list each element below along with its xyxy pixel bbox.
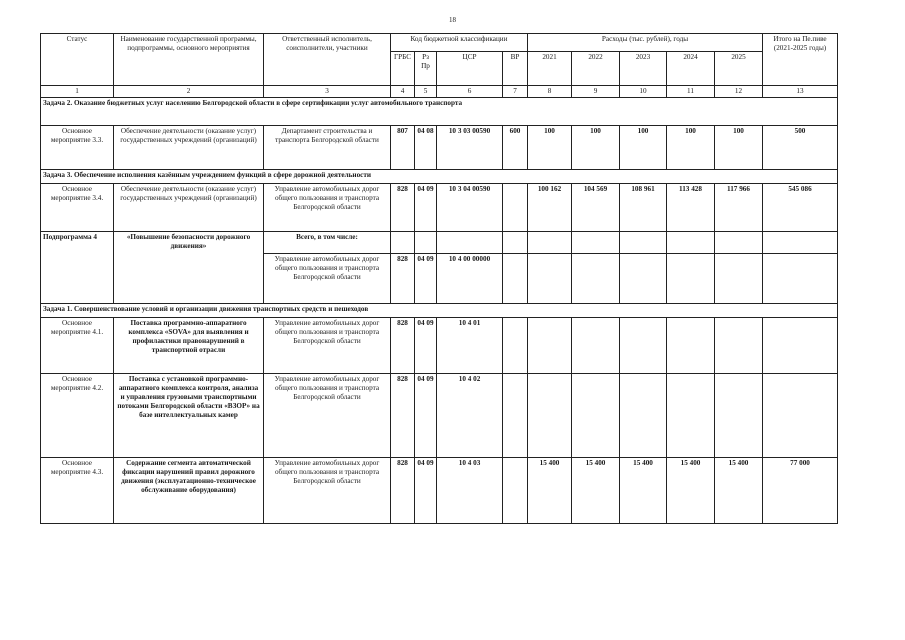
table-row [41,374,838,458]
row-name: Поставка программно-аппаратного комплекса «SOVA» для выявления и профилактики правонарушений в транспортной отрасли [114,318,264,374]
col-number: 12 [715,86,763,98]
budget-table [40,33,838,524]
row-total: 77 000 [763,458,838,524]
table-row [41,318,838,374]
row-name: Обеспечение деятельности (оказание услуг) государственных учреждений (организаций) [114,184,264,232]
row-value: 117 966 [715,184,763,232]
row-executor: Управление автомобильных дорог общего пользования и транспорта Белгородской области [264,254,391,304]
row-grbs: 828 [391,458,415,524]
row-csr: 10 4 01 [437,318,503,374]
row-status: Основное мероприятие 4.3. [41,458,114,524]
row-total: 545 086 [763,184,838,232]
row-grbs: 828 [391,254,415,304]
row-name: Содержание сегмента автоматической фиксации нарушений правил дорожного движения (эксплуатационно-техническое обслуживание оборудования) [114,458,264,524]
table-row [41,184,838,232]
row-name: Поставка с установкой программно-аппаратного комплекса контроля, анализа и управления грузовыми транспортными потоками Белгородской области «ВЗОР» на базе интеллектуальных камер [114,374,264,458]
row-csr: 10 4 02 [437,374,503,458]
row-status: Основное мероприятие 3.4. [41,184,114,232]
row-vr [503,184,528,232]
row-status: Основное мероприятие 4.1. [41,318,114,374]
row-value: 104 569 [572,184,620,232]
row-value: 100 162 [528,184,572,232]
page-number: 18 [449,16,456,24]
col-number: 10 [620,86,667,98]
row-grbs: 828 [391,184,415,232]
header-year: 2024 [667,52,715,86]
header-vr: ВР [503,52,528,86]
row-status: Подпрограмма 4 [41,232,114,304]
section-task-3: Задача 3. Обеспечение исполнения казённым учреждением функций в сфере дорожной деятельности [41,170,838,184]
col-number: 1 [41,86,114,98]
col-number: 3 [264,86,391,98]
row-status: Основное мероприятие 3.3. [41,126,114,170]
header-year: 2022 [572,52,620,86]
col-number: 2 [114,86,264,98]
header-year: 2021 [528,52,572,86]
header-rzpr: Рз Пр [415,52,437,86]
row-value: 100 [528,126,572,170]
header-total: Итого на Пе.пиве (2021-2025 годы) [763,34,838,86]
row-executor: Управление автомобильных дорог общего пользования и транспорта Белгородской области [264,184,391,232]
row-executor-total: Всего, в том числе: [264,232,391,254]
header-executor: Ответственный исполнитель, соисполнители, участники [264,34,391,86]
row-csr: 10 4 03 [437,458,503,524]
col-number: 7 [503,86,528,98]
row-rzpr: 04 09 [415,318,437,374]
col-number: 6 [437,86,503,98]
header-budget-code: Код бюджетной классификации [391,34,528,52]
row-value: 113 428 [667,184,715,232]
row-total: 500 [763,126,838,170]
col-number: 5 [415,86,437,98]
row-executor: Управление автомобильных дорог общего пользования и транспорта Белгородской области [264,458,391,524]
table-row [41,126,838,170]
row-name: «Повышение безопасности дорожного движения» [114,232,264,304]
col-number: 13 [763,86,838,98]
section-task-1: Задача 1. Совершенствование условий и организации движения транспортных средств и пешеходов [41,304,838,318]
header-status: Статус [41,34,114,86]
col-number: 8 [528,86,572,98]
col-number: 4 [391,86,415,98]
header-year: 2023 [620,52,667,86]
row-executor: Департамент строительства и транспорта Белгородской области [264,126,391,170]
row-value: 100 [715,126,763,170]
row-status: Основное мероприятие 4.2. [41,374,114,458]
row-value: 15 400 [528,458,572,524]
row-value: 100 [572,126,620,170]
header-csr: ЦСР [437,52,503,86]
header-expenses: Расходы (тыс. рублей), годы [528,34,763,52]
row-value: 15 400 [620,458,667,524]
row-executor: Управление автомобильных дорог общего пользования и транспорта Белгородской области [264,318,391,374]
table-row [41,458,838,524]
header-name: Наименование государственной программы, подпрограммы, основного мероприятия [114,34,264,86]
row-grbs: 828 [391,374,415,458]
row-rzpr: 04 09 [415,374,437,458]
row-value: 15 400 [572,458,620,524]
row-value: 100 [667,126,715,170]
row-grbs: 807 [391,126,415,170]
col-number: 9 [572,86,620,98]
section-task-2: Задача 2. Оказание бюджетных услуг населению Белгородской области в сфере сертификации услуг автомобильного транспорта [41,98,838,126]
row-csr: 10 3 04 00590 [437,184,503,232]
row-value: 108 961 [620,184,667,232]
header-grbs: ГРБС [391,52,415,86]
row-value: 15 400 [715,458,763,524]
table-row [41,232,838,254]
row-rzpr: 04 09 [415,254,437,304]
row-csr: 10 4 00 00000 [437,254,503,304]
col-number: 11 [667,86,715,98]
header-year: 2025 [715,52,763,86]
row-vr: 600 [503,126,528,170]
row-csr: 10 3 03 00590 [437,126,503,170]
row-value: 15 400 [667,458,715,524]
row-rzpr: 04 09 [415,458,437,524]
row-executor: Управление автомобильных дорог общего пользования и транспорта Белгородской области [264,374,391,458]
row-name: Обеспечение деятельности (оказание услуг) государственных учреждений (организаций) [114,126,264,170]
row-value: 100 [620,126,667,170]
row-rzpr: 04 09 [415,184,437,232]
row-rzpr: 04 08 [415,126,437,170]
row-grbs: 828 [391,318,415,374]
